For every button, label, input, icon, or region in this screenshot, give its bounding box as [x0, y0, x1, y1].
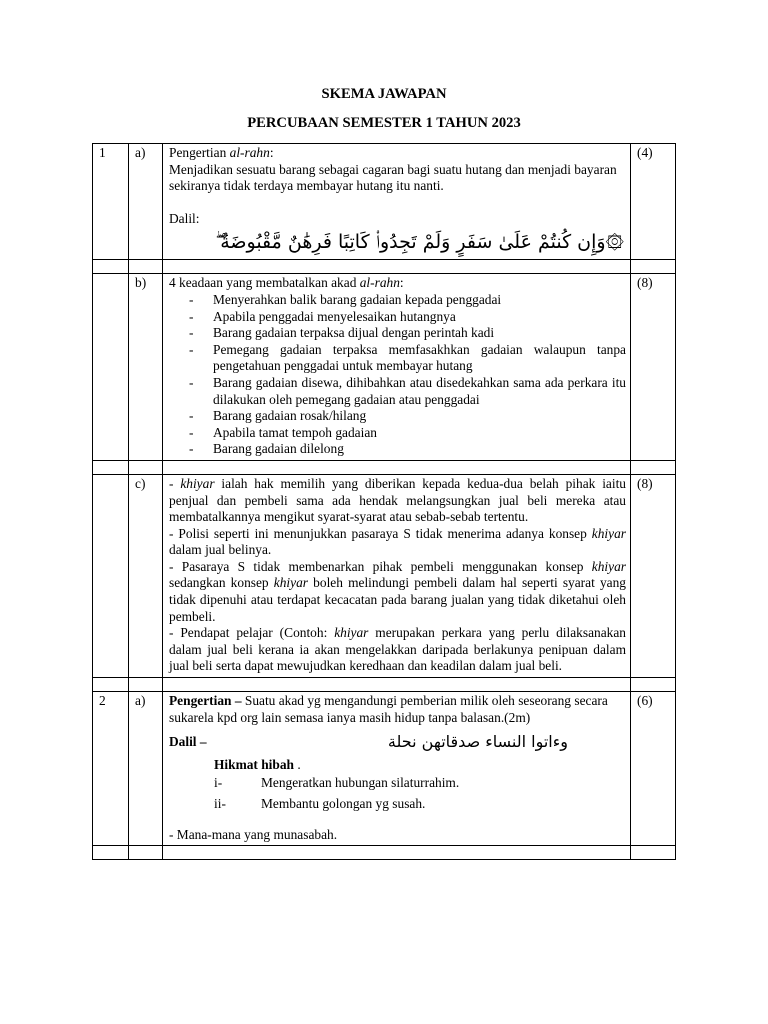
heading-text: Pengertian [169, 145, 230, 160]
question-number-empty [93, 474, 129, 677]
list-item: - Apabila penggadai menyelesaikan hutangnya [189, 308, 456, 324]
marks: (6) [631, 692, 676, 846]
answer-cell [163, 274, 631, 461]
conditions-list [169, 292, 626, 458]
paragraph-1: - khiyar ialah hak memilih yang diberikan kepada kedua-dua belah pihak iaitu penjual dan pembeli sama ada hendak melangsungkan jual beli mereka atau membatalkannya mengikut syarat-syarat atau sebab-sebab tertentu. [169, 475, 626, 525]
heading-line [169, 275, 626, 292]
pengertian-label: Pengertian – [169, 693, 242, 709]
definition-text: Menjadikan sesuatu barang sebagai cagaran bagi suatu hutang dan menjadi bayaran sekiranya tidak terdaya membayar hutang itu nanti. [169, 161, 617, 194]
pengertian-text: Suatu akad yg mengandungi pemberian milik oleh seseorang secara sukarela kpd org lain semasa ianya masih hidup tanpa balasan.(2m) [169, 693, 608, 725]
part-label: b) [129, 274, 163, 461]
footer-note: - Mana-mana yang munasabah. [169, 826, 338, 842]
list-item: - Pemegang gadaian terpaksa memfasakhkan gadaian walaupun tanpa pengetahuan penggadai untuk membayar hutang [189, 341, 626, 374]
dalil-label: Dalil: [169, 210, 200, 226]
paragraph-3: - Pasaraya S tidak membenarkan pihak pembeli menggunakan konsep khiyar sedangkan konsep khiyar boleh melindungi pembeli dalam hal seperti syarat yang tidak dipenuhi atau terdapat kecacatan pada barang jualan yang tidak diketahui oleh pembeli. [169, 558, 626, 624]
hikmat-label: Hikmat hibah [214, 756, 294, 772]
dalil-arabic-verse: وءاتوا النساء صدقاتهن نحلة [387, 732, 568, 752]
answer-cell [163, 144, 631, 260]
heading-term: al-rahn [229, 145, 270, 160]
dalil-arabic-verse: ۞وَإِن كُنتُمْ عَلَىٰ سَفَرٍ وَلَمْ تَجِدُوا۟ كَاتِبًا فَرِهَٰنٌ مَّقْبُوضَةٌ ۖ [215, 231, 624, 254]
list-item: - Barang gadaian rosak/hilang [189, 408, 367, 424]
list-item: i- Mengeratkan hubungan silaturrahim. [214, 775, 460, 791]
list-item: - Barang gadaian terpaksa dijual dengan perintah kadi [189, 325, 495, 341]
document-title: SKEMA JAWAPAN [321, 86, 447, 102]
marks: (8) [631, 274, 676, 461]
heading-suffix: : [399, 275, 404, 291]
answer-cell [163, 692, 631, 846]
part-label: a) [129, 144, 163, 260]
heading-text: 4 keadaan yang membatalkan akad [169, 275, 360, 291]
table-row-q1b [93, 274, 676, 461]
heading-line [169, 145, 626, 162]
part-label: c) [129, 474, 163, 677]
spacer-row [93, 460, 676, 474]
heading-suffix: : [269, 145, 274, 160]
spacer-row [93, 678, 676, 692]
table-row-q1c [93, 474, 676, 677]
list-item: - Apabila tamat tempoh gadaian [189, 424, 377, 440]
table-row-q1a [93, 144, 676, 260]
paragraph-2: - Polisi seperti ini menunjukkan pasaraya S tidak menerima adanya konsep khiyar dalam jual belinya. [169, 525, 626, 558]
list-item: - Menyerahkan balik barang gadaian kepada penggadai [189, 291, 502, 307]
pengertian-line [169, 693, 626, 726]
dalil-label: Dalil – [169, 734, 207, 750]
dalil-line [169, 734, 626, 751]
paragraph-4: - Pendapat pelajar (Contoh: khiyar merupakan perkara yang perlu dilaksanakan dalam jual beli kerana ia akan mengelakkan daripada berlakunya penipuan dalam jual beli serta dapat mewujudkan keredhaan dan keadilan dalam jual beli. [169, 625, 626, 674]
spacer-row [93, 846, 676, 860]
answer-scheme-table [92, 143, 676, 860]
spacer-row [93, 260, 676, 274]
hikmat-section: Hikmat hibah . i- Mengeratkan hubungan silaturrahim. ii- Membantu golongan yg susah. [214, 757, 626, 813]
table-row-q2a [93, 692, 676, 846]
question-number: 2 [93, 692, 129, 846]
document-subtitle: PERCUBAAN SEMESTER 1 TAHUN 2023 [247, 115, 521, 131]
part-label: a) [129, 692, 163, 846]
heading-term: al-rahn [359, 275, 400, 291]
list-item: - Barang gadaian dilelong [189, 441, 344, 457]
marks: (8) [631, 474, 676, 677]
answer-cell [163, 474, 631, 677]
list-item: ii- Membantu golongan yg susah. [214, 796, 426, 811]
question-number-empty [93, 274, 129, 461]
list-item: - Barang gadaian disewa, dihibahkan atau disedekahkan sama ada perkara itu dilakukan oleh pemegang gadaian atau penggadai [189, 374, 626, 407]
marks: (4) [631, 144, 676, 260]
question-number: 1 [93, 144, 129, 260]
